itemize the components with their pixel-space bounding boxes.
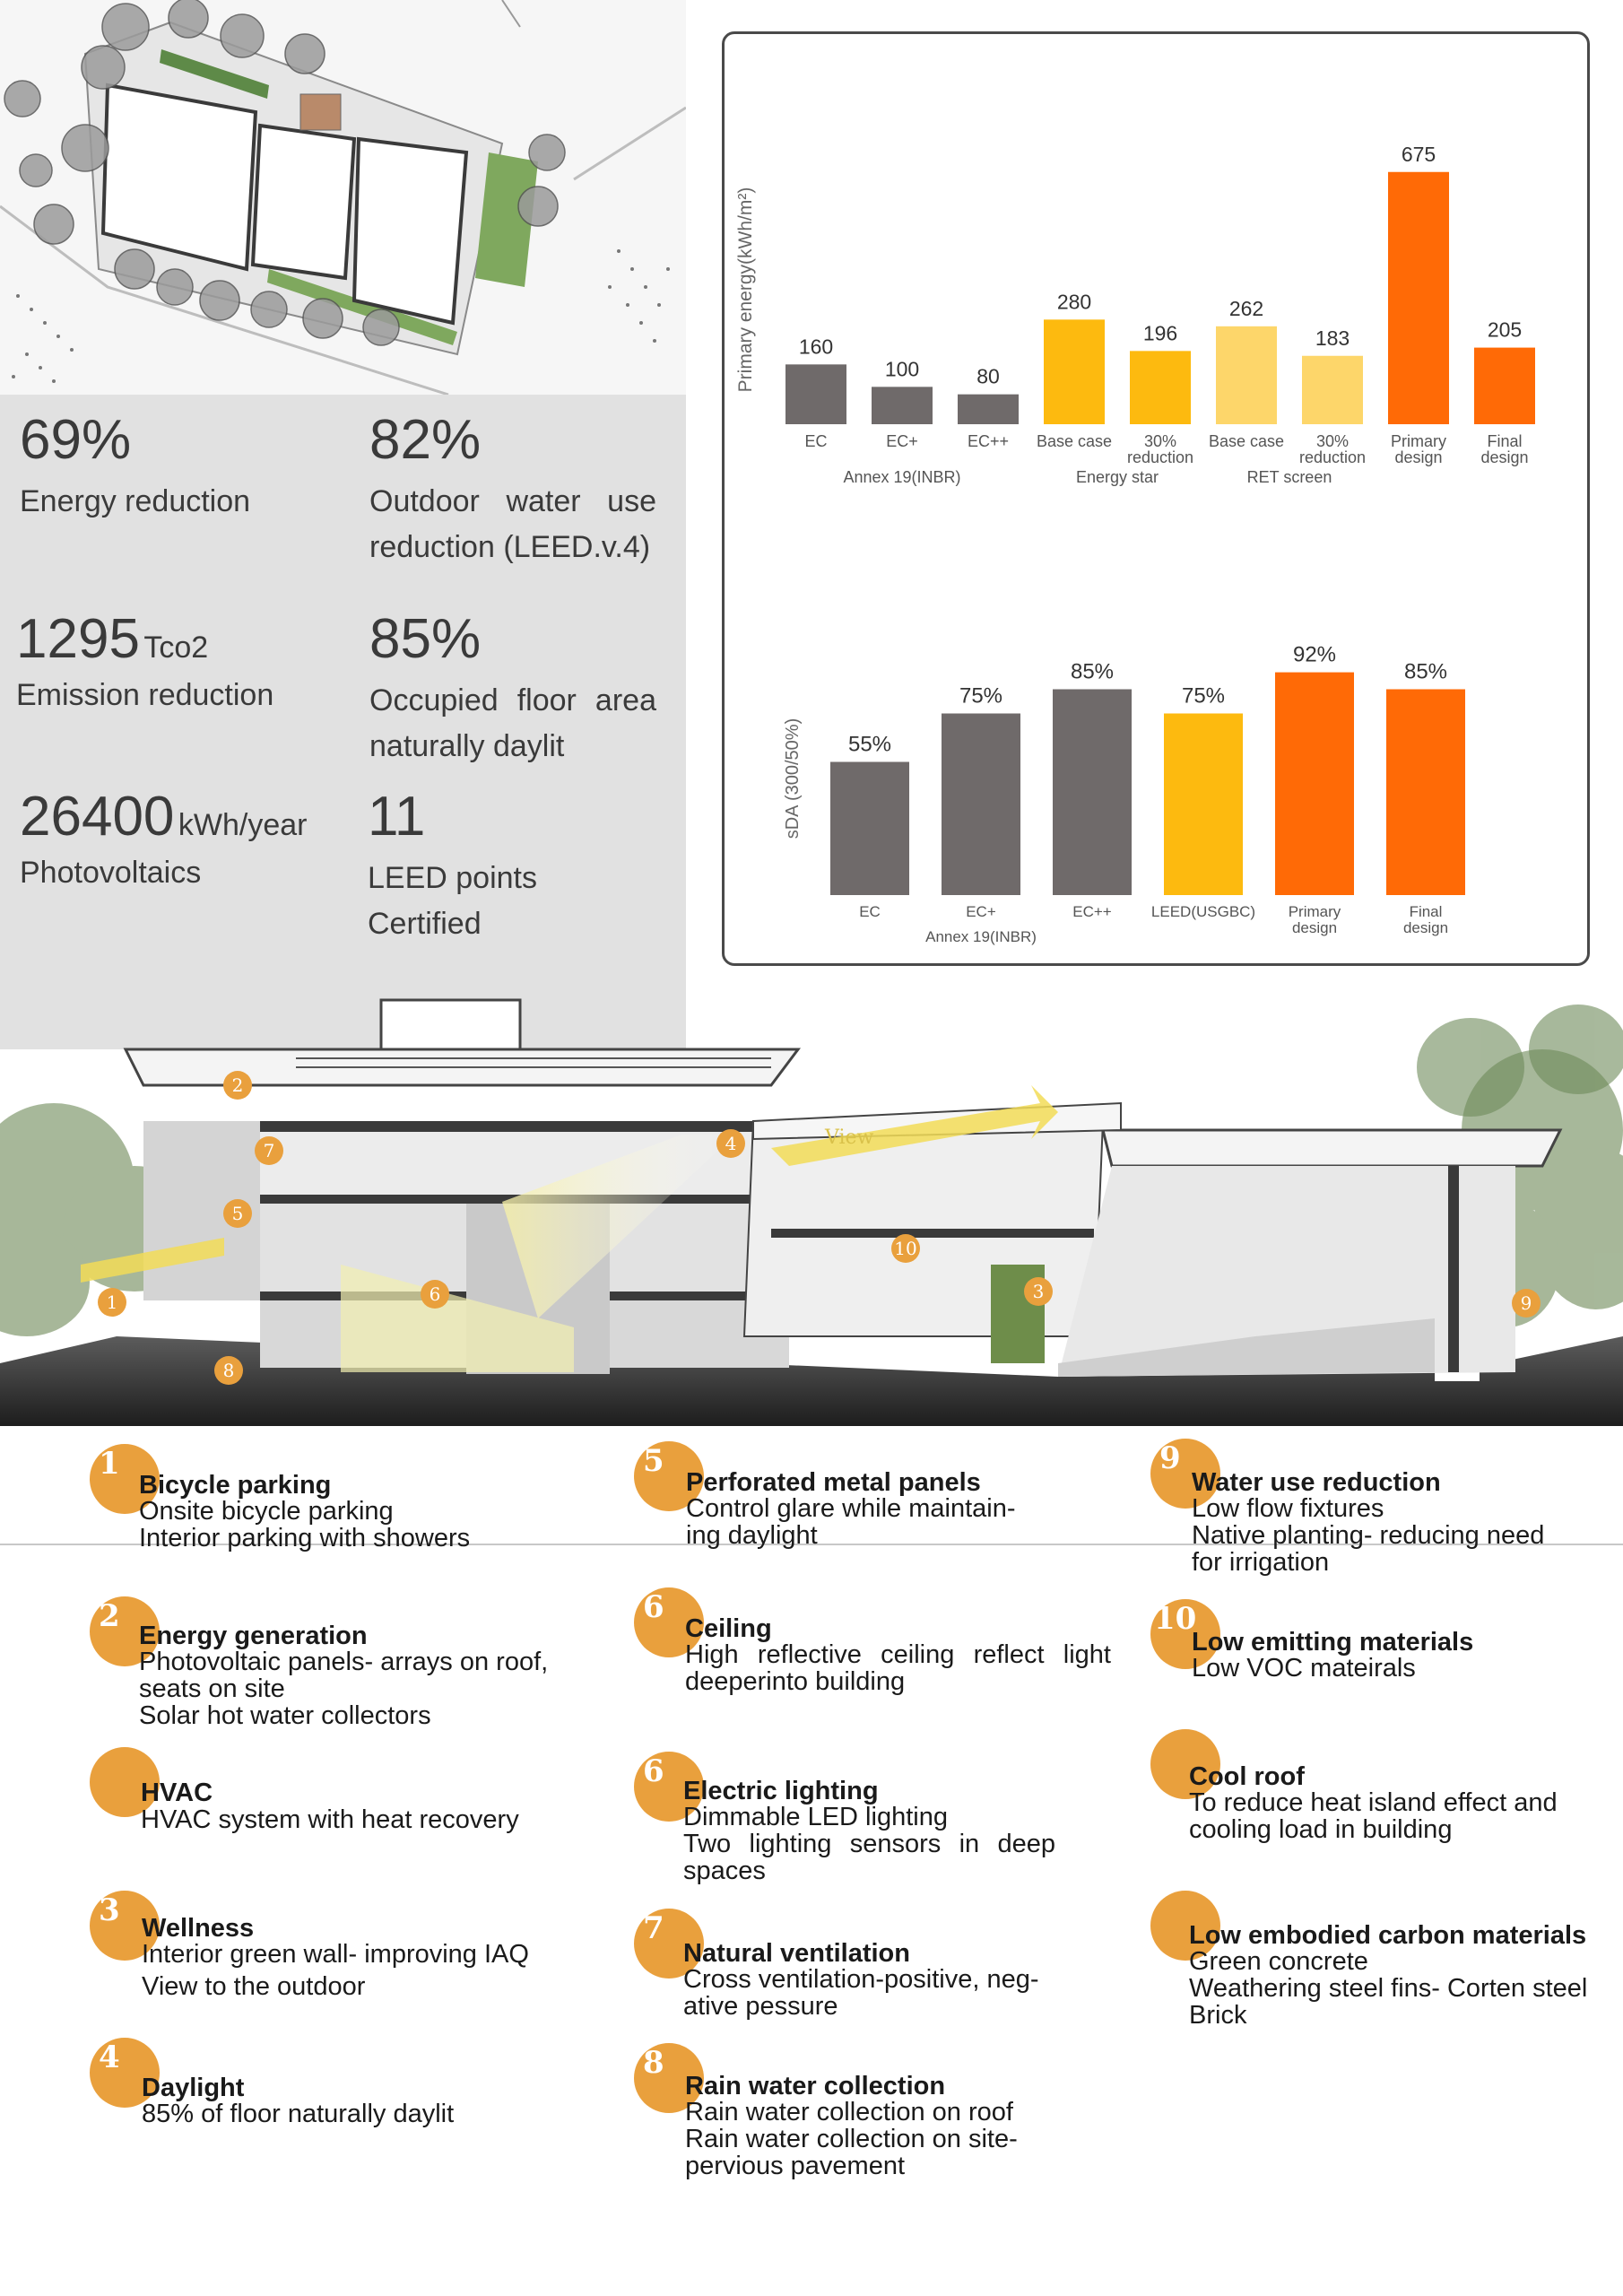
feature-line: Onsite bicycle parking bbox=[139, 1497, 394, 1526]
stat-description: Energy reduction bbox=[20, 484, 251, 518]
stat-description: naturally daylit bbox=[369, 729, 565, 763]
stat-energy-reduction bbox=[20, 409, 251, 525]
chart-bar bbox=[1044, 319, 1105, 424]
feature-line: Dimmable LED lighting bbox=[683, 1803, 948, 1831]
chart-category-label: EC++ bbox=[967, 432, 1010, 450]
badge-number: 4 bbox=[99, 2039, 120, 2075]
stat-value: 1295 bbox=[16, 608, 140, 670]
chart-value-label: 100 bbox=[884, 357, 920, 381]
site-plan-graphic bbox=[0, 0, 686, 395]
chart-category-label: EC++ bbox=[1072, 903, 1112, 920]
badge-number: 7 bbox=[643, 1910, 664, 1946]
chart-category-label: design bbox=[1480, 448, 1529, 466]
chart-bar bbox=[958, 395, 1019, 424]
chart-bar bbox=[785, 364, 846, 424]
feature-line: Rain water collection on roof bbox=[685, 2098, 1013, 2126]
chart-bar bbox=[1386, 690, 1465, 896]
chart-bar bbox=[1275, 673, 1354, 895]
chart-category-label: Primary bbox=[1391, 432, 1446, 450]
section-badge-number: 5 bbox=[231, 1203, 244, 1224]
chart-bar bbox=[1474, 348, 1535, 424]
badge-number: 3 bbox=[99, 1892, 120, 1928]
feature-line: View to the outdoor bbox=[142, 1972, 366, 2001]
feature-title: Water use reduction bbox=[1192, 1468, 1441, 1497]
stat-leed-points bbox=[368, 786, 537, 947]
feature-title: Daylight bbox=[142, 2074, 245, 2102]
feature-line: Native planting- reducing need bbox=[1192, 1521, 1545, 1550]
feature-title: Bicycle parking bbox=[139, 1471, 332, 1500]
chart-value-label: 80 bbox=[976, 364, 1000, 388]
feature-line: Interior green wall- improving IAQ bbox=[142, 1940, 529, 1969]
feature-line: cooling load in building bbox=[1189, 1815, 1453, 1844]
badge-number: 1 bbox=[99, 1446, 120, 1482]
chart-category-label: Base case bbox=[1036, 432, 1113, 450]
chart-value-label: 183 bbox=[1315, 326, 1350, 350]
chart-bar bbox=[872, 387, 933, 424]
stat-unit: kWh/year bbox=[178, 808, 308, 842]
charts-panel bbox=[722, 31, 1590, 966]
feature-line: Green concrete bbox=[1189, 1947, 1368, 1976]
section-badge-number: 7 bbox=[263, 1140, 275, 1161]
stat-emission-reduction bbox=[16, 608, 274, 718]
chart-value-label: 196 bbox=[1142, 321, 1178, 345]
chart-value-label: 92% bbox=[1292, 642, 1337, 667]
chart-value-label: 55% bbox=[847, 732, 892, 757]
chart-bar bbox=[1164, 714, 1243, 896]
chart-bar bbox=[1388, 172, 1449, 424]
stat-description: reduction (LEED.v.4) bbox=[369, 530, 651, 564]
stat-value: 11 bbox=[368, 786, 426, 848]
feature-title: Low embodied carbon materials bbox=[1189, 1921, 1587, 1950]
chart-group-label: Energy star bbox=[1075, 468, 1159, 486]
stat-value: 69% bbox=[20, 409, 132, 471]
feature-line: pervious pavement bbox=[685, 2152, 906, 2180]
building-section-drawing bbox=[0, 996, 1623, 1426]
chart-y-axis-label: Primary energy(kWh/m²) bbox=[735, 187, 756, 393]
stat-description: Emission reduction bbox=[16, 678, 274, 712]
stat-value: 82% bbox=[369, 409, 482, 471]
chart-category-label: Base case bbox=[1208, 432, 1285, 450]
feature-line: spaces bbox=[683, 1857, 766, 1885]
chart-category-label: EC+ bbox=[886, 432, 918, 450]
chart-value-label: 675 bbox=[1401, 142, 1436, 166]
feature-title: Ceiling bbox=[685, 1614, 772, 1643]
chart-value-label: 160 bbox=[798, 335, 834, 359]
feature-title: Low emitting materials bbox=[1192, 1628, 1474, 1657]
chart-value-label: 205 bbox=[1487, 317, 1523, 342]
section-badge-number: 4 bbox=[725, 1133, 737, 1154]
feature-title: HVAC bbox=[141, 1779, 213, 1807]
chart-category-label: 30% bbox=[1315, 432, 1350, 450]
feature-title: Natural ventilation bbox=[683, 1939, 910, 1968]
stat-photovoltaics bbox=[20, 786, 308, 896]
feature-line: Photovoltaic panels- arrays on roof, bbox=[139, 1648, 549, 1676]
site-plan-drawing bbox=[0, 0, 686, 395]
feature-line: HVAC system with heat recovery bbox=[141, 1805, 519, 1834]
view-label: View bbox=[825, 1126, 874, 1149]
stat-water-reduction bbox=[369, 409, 656, 570]
chart-category-label: Final bbox=[1487, 432, 1523, 450]
chart-category-label: 30% bbox=[1143, 432, 1177, 450]
badge-number: 9 bbox=[1159, 1440, 1181, 1476]
feature-title: Rain water collection bbox=[685, 2072, 946, 2100]
chart-category-label: EC+ bbox=[966, 903, 996, 920]
badge-number: 6 bbox=[643, 1753, 664, 1789]
chart-category-label: Final bbox=[1409, 903, 1443, 920]
stat-value: 85% bbox=[369, 608, 482, 670]
badge-number: 6 bbox=[643, 1589, 664, 1625]
badge-number: 5 bbox=[643, 1443, 664, 1479]
chart-category-label: design bbox=[1402, 919, 1449, 936]
badge-number: 2 bbox=[99, 1598, 120, 1634]
feature-line: Control glare while maintain- bbox=[686, 1494, 1016, 1523]
stats-panel bbox=[0, 395, 686, 1049]
feature-title: Wellness bbox=[142, 1914, 255, 1943]
feature-title: Energy generation bbox=[139, 1622, 368, 1650]
section-badge-number: 6 bbox=[429, 1283, 441, 1305]
chart-y-axis-label: sDA (300/50%) bbox=[783, 718, 803, 839]
charts-svg bbox=[725, 34, 1587, 963]
chart-category-label: reduction bbox=[1126, 448, 1194, 466]
chart-value-label: 262 bbox=[1228, 296, 1264, 320]
stat-description: Occupied floor area bbox=[369, 683, 656, 718]
feature-line: ing daylight bbox=[686, 1521, 818, 1550]
chart-value-label: 85% bbox=[1403, 659, 1448, 684]
chart-bar bbox=[1216, 326, 1277, 424]
chart-category-label: design bbox=[1291, 919, 1338, 936]
chart-group-label: Annex 19(INBR) bbox=[843, 468, 961, 486]
feature-line: ative pessure bbox=[683, 1992, 838, 2021]
feature-line: Interior parking with showers bbox=[139, 1524, 471, 1552]
chart-category-label: design bbox=[1394, 448, 1443, 466]
feature-line: deeperinto building bbox=[685, 1667, 906, 1696]
chart-value-label: 75% bbox=[1181, 683, 1226, 709]
feature-line: Two lighting sensors in deep bbox=[683, 1830, 1055, 1858]
chart-category-label: reduction bbox=[1298, 448, 1367, 466]
feature-line: Solar hot water collectors bbox=[139, 1701, 431, 1730]
feature-title: Electric lighting bbox=[683, 1777, 879, 1805]
badge-number: 8 bbox=[643, 2045, 664, 2081]
feature-line: Rain water collection on site- bbox=[685, 2125, 1018, 2153]
badge-number: 10 bbox=[1154, 1601, 1197, 1637]
chart-group-label: Annex 19(INBR) bbox=[925, 928, 1037, 945]
section-badge-number: 9 bbox=[1520, 1292, 1532, 1314]
chart-category-label: EC bbox=[859, 903, 881, 920]
feature-line: High reflective ceiling reflect light bbox=[685, 1640, 1111, 1669]
chart-group-label: RET screen bbox=[1246, 468, 1332, 486]
chart-category-label: LEED(USGBC) bbox=[1150, 903, 1256, 920]
section-badge-number: 8 bbox=[222, 1360, 235, 1381]
chart-bar bbox=[1130, 351, 1191, 424]
feature-line: Low flow fixtures bbox=[1192, 1494, 1384, 1523]
feature-line: seats on site bbox=[139, 1674, 285, 1703]
stat-value: 26400 bbox=[20, 786, 175, 848]
section-badge-number: 10 bbox=[894, 1238, 917, 1259]
feature-line: Brick bbox=[1189, 2001, 1247, 2030]
chart-value-label: 85% bbox=[1070, 659, 1115, 684]
chart-category-label: Primary bbox=[1288, 903, 1341, 920]
building-section-graphic bbox=[0, 996, 1623, 1426]
feature-line: Low VOC mateirals bbox=[1192, 1654, 1416, 1683]
section-badge-number: 3 bbox=[1032, 1281, 1045, 1302]
feature-title: Perforated metal panels bbox=[686, 1468, 981, 1497]
section-badge-number: 2 bbox=[231, 1074, 244, 1096]
chart-bar bbox=[1302, 356, 1363, 424]
stat-description: LEED points bbox=[368, 861, 537, 895]
stat-description: Certified bbox=[368, 907, 482, 941]
feature-line: Cross ventilation-positive, neg- bbox=[683, 1965, 1039, 1994]
chart-bar bbox=[830, 762, 909, 896]
stat-description: Photovoltaics bbox=[20, 856, 202, 890]
chart-value-label: 75% bbox=[959, 683, 1003, 709]
feature-line: 85% of floor naturally daylit bbox=[142, 2100, 455, 2128]
chart-value-label: 280 bbox=[1056, 290, 1092, 314]
chart-bar bbox=[942, 714, 1020, 896]
feature-title: Cool roof bbox=[1189, 1762, 1305, 1791]
section-badge-number: 1 bbox=[106, 1292, 118, 1313]
stat-unit: Tco2 bbox=[143, 631, 209, 665]
chart-bar bbox=[1053, 690, 1132, 896]
chart-category-label: EC bbox=[804, 432, 828, 450]
stat-daylit-area bbox=[369, 608, 656, 770]
feature-line: To reduce heat island effect and bbox=[1189, 1788, 1558, 1817]
stat-description: Outdoor water use bbox=[369, 484, 656, 518]
feature-line: Weathering steel fins- Corten steel bbox=[1189, 1974, 1588, 2003]
feature-line: for irrigation bbox=[1192, 1548, 1330, 1577]
